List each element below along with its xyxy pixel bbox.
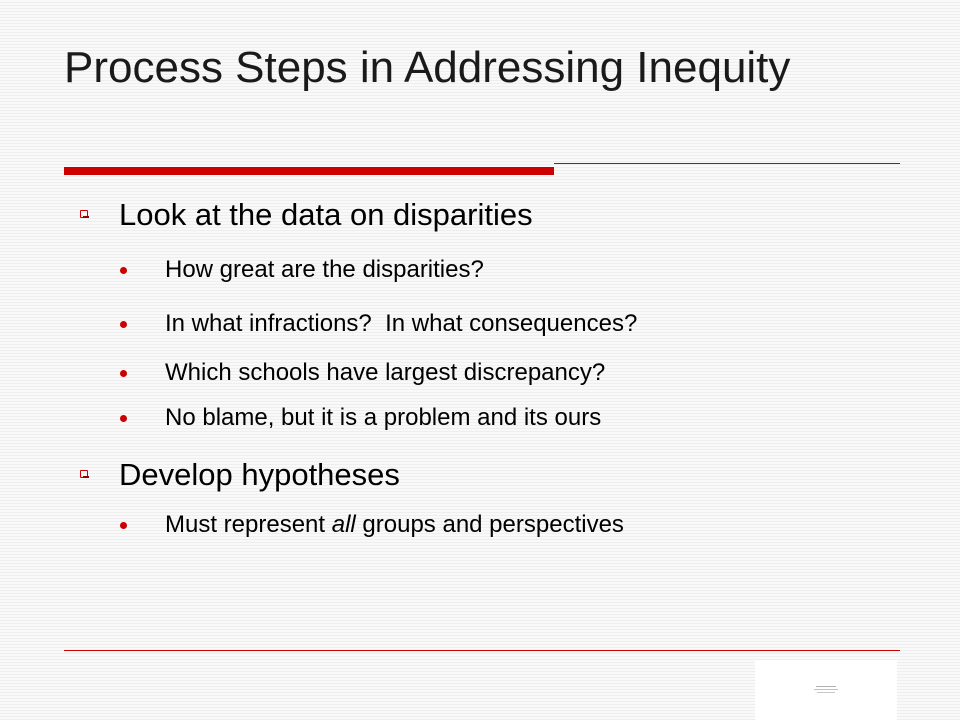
sub-bullet-text: In what infractions? In what consequences? [165,310,638,337]
square-bullet-icon [80,210,88,218]
sub-bullet-text-part: groups and perspectives [355,511,624,538]
bullet-text: Look at the data on disparities [119,197,533,232]
square-bullet-icon [80,470,88,478]
dot-bullet-icon [120,415,127,422]
footer-rule [64,650,900,651]
dot-bullet-icon [120,267,127,274]
sub-bullet-text-part: Must represent [165,511,332,538]
footer-logo-box [755,660,897,720]
sub-bullet-text [165,510,624,540]
dot-bullet-icon [120,370,127,377]
sub-bullet-text: No blame, but it is a problem and its ours [165,404,602,431]
title-underline-thick [64,167,554,175]
emphasis-text: all [331,511,356,538]
title-underline-thin [554,163,900,164]
slide-title: Process Steps in Addressing Inequity [64,43,791,92]
logo-mark-icon [813,685,839,694]
sub-bullet-text: How great are the disparities? [165,256,484,283]
dot-bullet-icon [120,321,127,328]
sub-bullet-text: Which schools have largest discrepancy? [165,359,606,386]
dot-bullet-icon [120,522,127,529]
bullet-text: Develop hypotheses [119,457,400,492]
